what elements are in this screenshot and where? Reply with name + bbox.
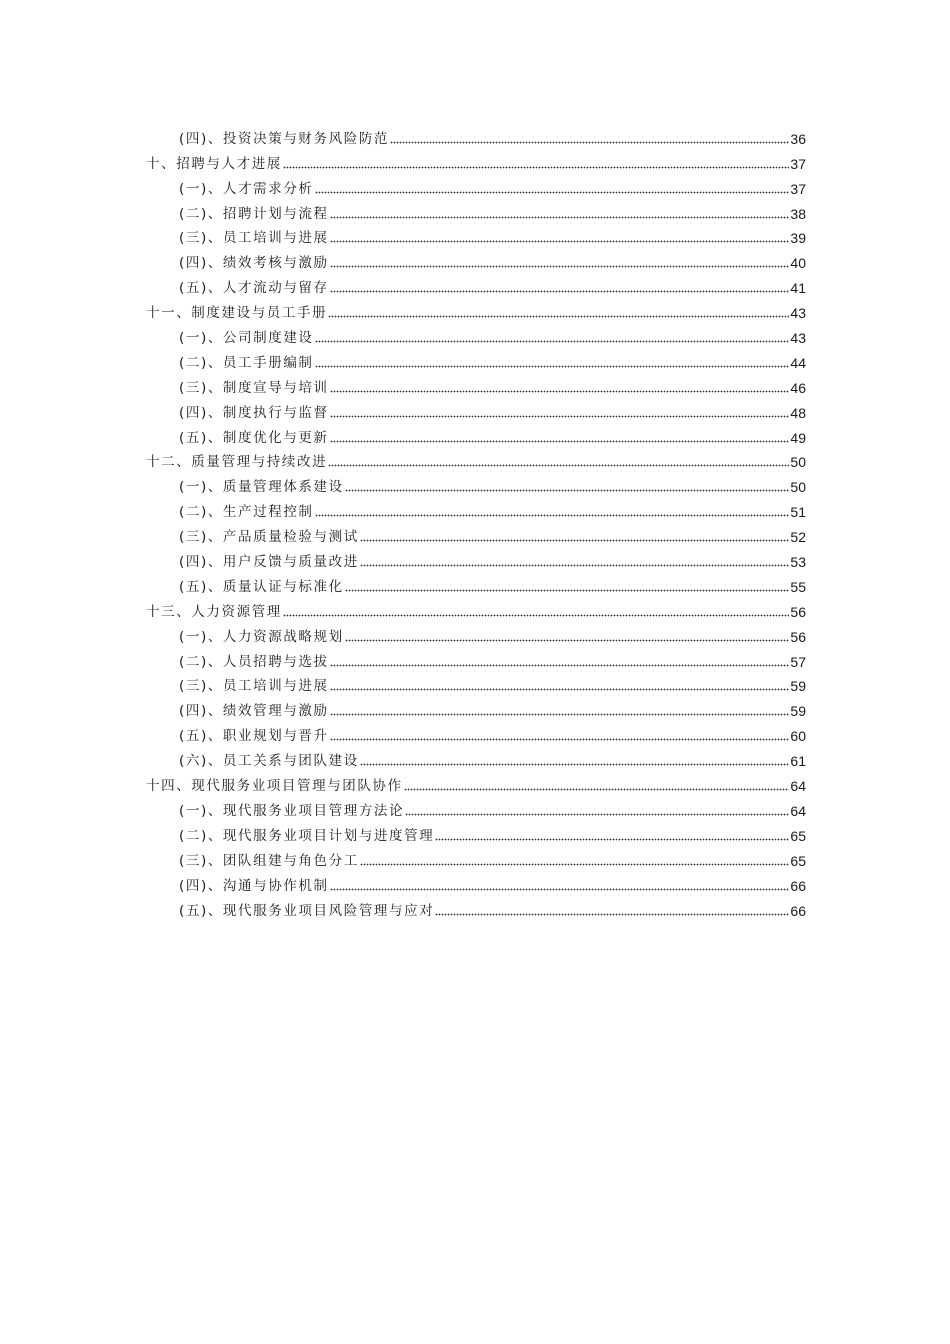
toc-dot-leader [283,614,790,617]
toc-dot-leader [360,763,790,766]
toc-entry-title: (四)、用户反馈与质量改进 [179,554,359,571]
toc-dot-leader [330,265,790,268]
toc-dot-leader [404,788,790,791]
toc-dot-leader [330,713,790,716]
toc-entry-title: (四)、绩效管理与激励 [179,703,329,720]
toc-entry-title: 十四、现代服务业项目管理与团队协作 [146,778,403,795]
toc-dot-leader [330,415,790,418]
toc-entry-page-number: 59 [790,678,806,695]
toc-entry-page-number: 40 [790,255,806,272]
toc-entry-page-number: 46 [790,379,806,396]
toc-chapter-entry[interactable] [146,597,806,622]
toc-section-entry[interactable] [179,398,806,423]
toc-dot-leader [330,664,790,667]
toc-dot-leader [405,813,789,816]
toc-entry-page-number: 64 [790,802,806,819]
toc-entry-title: (一)、人力资源战略规划 [179,628,344,645]
toc-entry-page-number: 57 [790,653,806,670]
toc-entry-page-number: 50 [790,454,806,471]
toc-section-entry[interactable] [179,547,806,572]
toc-dot-leader [390,141,789,144]
toc-entry-title: (三)、员工培训与进展 [179,678,329,695]
toc-section-entry[interactable] [179,522,806,547]
toc-dot-leader [330,688,790,691]
toc-entry-page-number: 39 [790,230,806,247]
toc-entry-page-number: 48 [790,404,806,421]
toc-entry-title: (二)、现代服务业项目计划与进度管理 [179,827,435,844]
toc-entry-page-number: 61 [790,753,806,770]
toc-section-entry[interactable] [179,348,806,373]
toc-section-entry[interactable] [179,746,806,771]
toc-section-entry[interactable] [179,174,806,199]
toc-section-entry[interactable] [179,846,806,871]
toc-entry-page-number: 59 [790,703,806,720]
toc-dot-leader [360,564,790,567]
toc-dot-leader [328,315,789,318]
toc-dot-leader [330,440,790,443]
toc-dot-leader [345,639,790,642]
toc-entry-title: (四)、绩效考核与激励 [179,255,329,272]
toc-section-entry[interactable] [179,871,806,896]
toc-section-entry[interactable] [179,622,806,647]
toc-dot-leader [360,863,790,866]
toc-section-entry[interactable] [179,821,806,846]
toc-entry-page-number: 38 [790,205,806,222]
toc-entry-title: (四)、制度执行与监督 [179,404,329,421]
toc-entry-page-number: 50 [790,479,806,496]
toc-entry-page-number: 43 [790,330,806,347]
toc-dot-leader [345,489,790,492]
toc-section-entry[interactable] [179,124,806,149]
toc-entry-title: 十二、质量管理与持续改进 [146,454,328,471]
toc-entry-page-number: 51 [790,504,806,521]
toc-section-entry[interactable] [179,199,806,224]
toc-chapter-entry[interactable] [146,771,806,796]
toc-chapter-entry[interactable] [146,298,806,323]
toc-section-entry[interactable] [179,323,806,348]
toc-entry-page-number: 53 [790,554,806,571]
toc-section-entry[interactable] [179,224,806,249]
toc-entry-title: (二)、员工手册编制 [179,354,314,371]
toc-entry-page-number: 65 [790,852,806,869]
toc-entry-title: (一)、公司制度建设 [179,330,314,347]
toc-entry-title: (六)、员工关系与团队建设 [179,753,359,770]
toc-entry-page-number: 44 [790,354,806,371]
table-of-contents [0,124,950,921]
toc-entry-title: 十、招聘与人才进展 [146,155,282,172]
toc-entry-title: (一)、人才需求分析 [179,180,314,197]
toc-entry-page-number: 64 [790,778,806,795]
toc-dot-leader [315,340,790,343]
toc-section-entry[interactable] [179,696,806,721]
toc-entry-title: (五)、质量认证与标准化 [179,578,344,595]
toc-entry-title: 十三、人力资源管理 [146,603,282,620]
toc-dot-leader [330,290,790,293]
toc-section-entry[interactable] [179,373,806,398]
toc-entry-page-number: 37 [790,155,806,172]
toc-section-entry[interactable] [179,796,806,821]
toc-entry-title: (一)、质量管理体系建设 [179,479,344,496]
toc-entry-page-number: 66 [790,902,806,919]
toc-chapter-entry[interactable] [146,149,806,174]
toc-entry-page-number: 36 [790,130,806,147]
toc-dot-leader [328,464,789,467]
toc-entry-page-number: 60 [790,728,806,745]
toc-section-entry[interactable] [179,497,806,522]
toc-entry-page-number: 66 [790,877,806,894]
toc-entry-title: (四)、沟通与协作机制 [179,877,329,894]
toc-dot-leader [330,216,790,219]
toc-dot-leader [360,539,790,542]
toc-entry-title: (五)、职业规划与晋升 [179,728,329,745]
toc-entry-page-number: 43 [790,305,806,322]
toc-dot-leader [315,365,790,368]
toc-entry-title: (三)、产品质量检验与测试 [179,529,359,546]
toc-section-entry[interactable] [179,896,806,921]
toc-section-entry[interactable] [179,472,806,497]
toc-entry-title: (五)、人才流动与留存 [179,280,329,297]
toc-entry-page-number: 49 [790,429,806,446]
toc-section-entry[interactable] [179,721,806,746]
toc-dot-leader [330,738,790,741]
toc-entry-page-number: 37 [790,180,806,197]
toc-dot-leader [283,166,790,169]
toc-entry-page-number: 65 [790,827,806,844]
toc-entry-title: (二)、招聘计划与流程 [179,205,329,222]
toc-entry-page-number: 52 [790,529,806,546]
toc-entry-title: (五)、现代服务业项目风险管理与应对 [179,902,435,919]
toc-entry-title: (三)、团队组建与角色分工 [179,852,359,869]
toc-entry-page-number: 41 [790,280,806,297]
toc-entry-title: (三)、制度宣导与培训 [179,379,329,396]
toc-entry-page-number: 55 [790,578,806,595]
toc-entry-title: (四)、投资决策与财务风险防范 [179,130,390,147]
toc-section-entry[interactable] [179,647,806,672]
toc-dot-leader [345,589,790,592]
toc-dot-leader [315,191,790,194]
toc-entry-title: (五)、制度优化与更新 [179,429,329,446]
toc-entry-title: (一)、现代服务业项目管理方法论 [179,802,405,819]
toc-entry-title: 十一、制度建设与员工手册 [146,305,328,322]
toc-section-entry[interactable] [179,423,806,448]
toc-entry-title: (三)、员工培训与进展 [179,230,329,247]
toc-entry-page-number: 56 [790,628,806,645]
toc-section-entry[interactable] [179,273,806,298]
toc-dot-leader [435,913,789,916]
toc-section-entry[interactable] [179,572,806,597]
toc-entry-title: (二)、人员招聘与选拔 [179,653,329,670]
toc-dot-leader [315,514,790,517]
toc-section-entry[interactable] [179,248,806,273]
toc-entry-title: (二)、生产过程控制 [179,504,314,521]
toc-dot-leader [330,888,790,891]
toc-section-entry[interactable] [179,672,806,697]
toc-chapter-entry[interactable] [146,448,806,473]
toc-entry-page-number: 56 [790,603,806,620]
toc-dot-leader [435,838,789,841]
toc-dot-leader [330,240,790,243]
toc-dot-leader [330,390,790,393]
